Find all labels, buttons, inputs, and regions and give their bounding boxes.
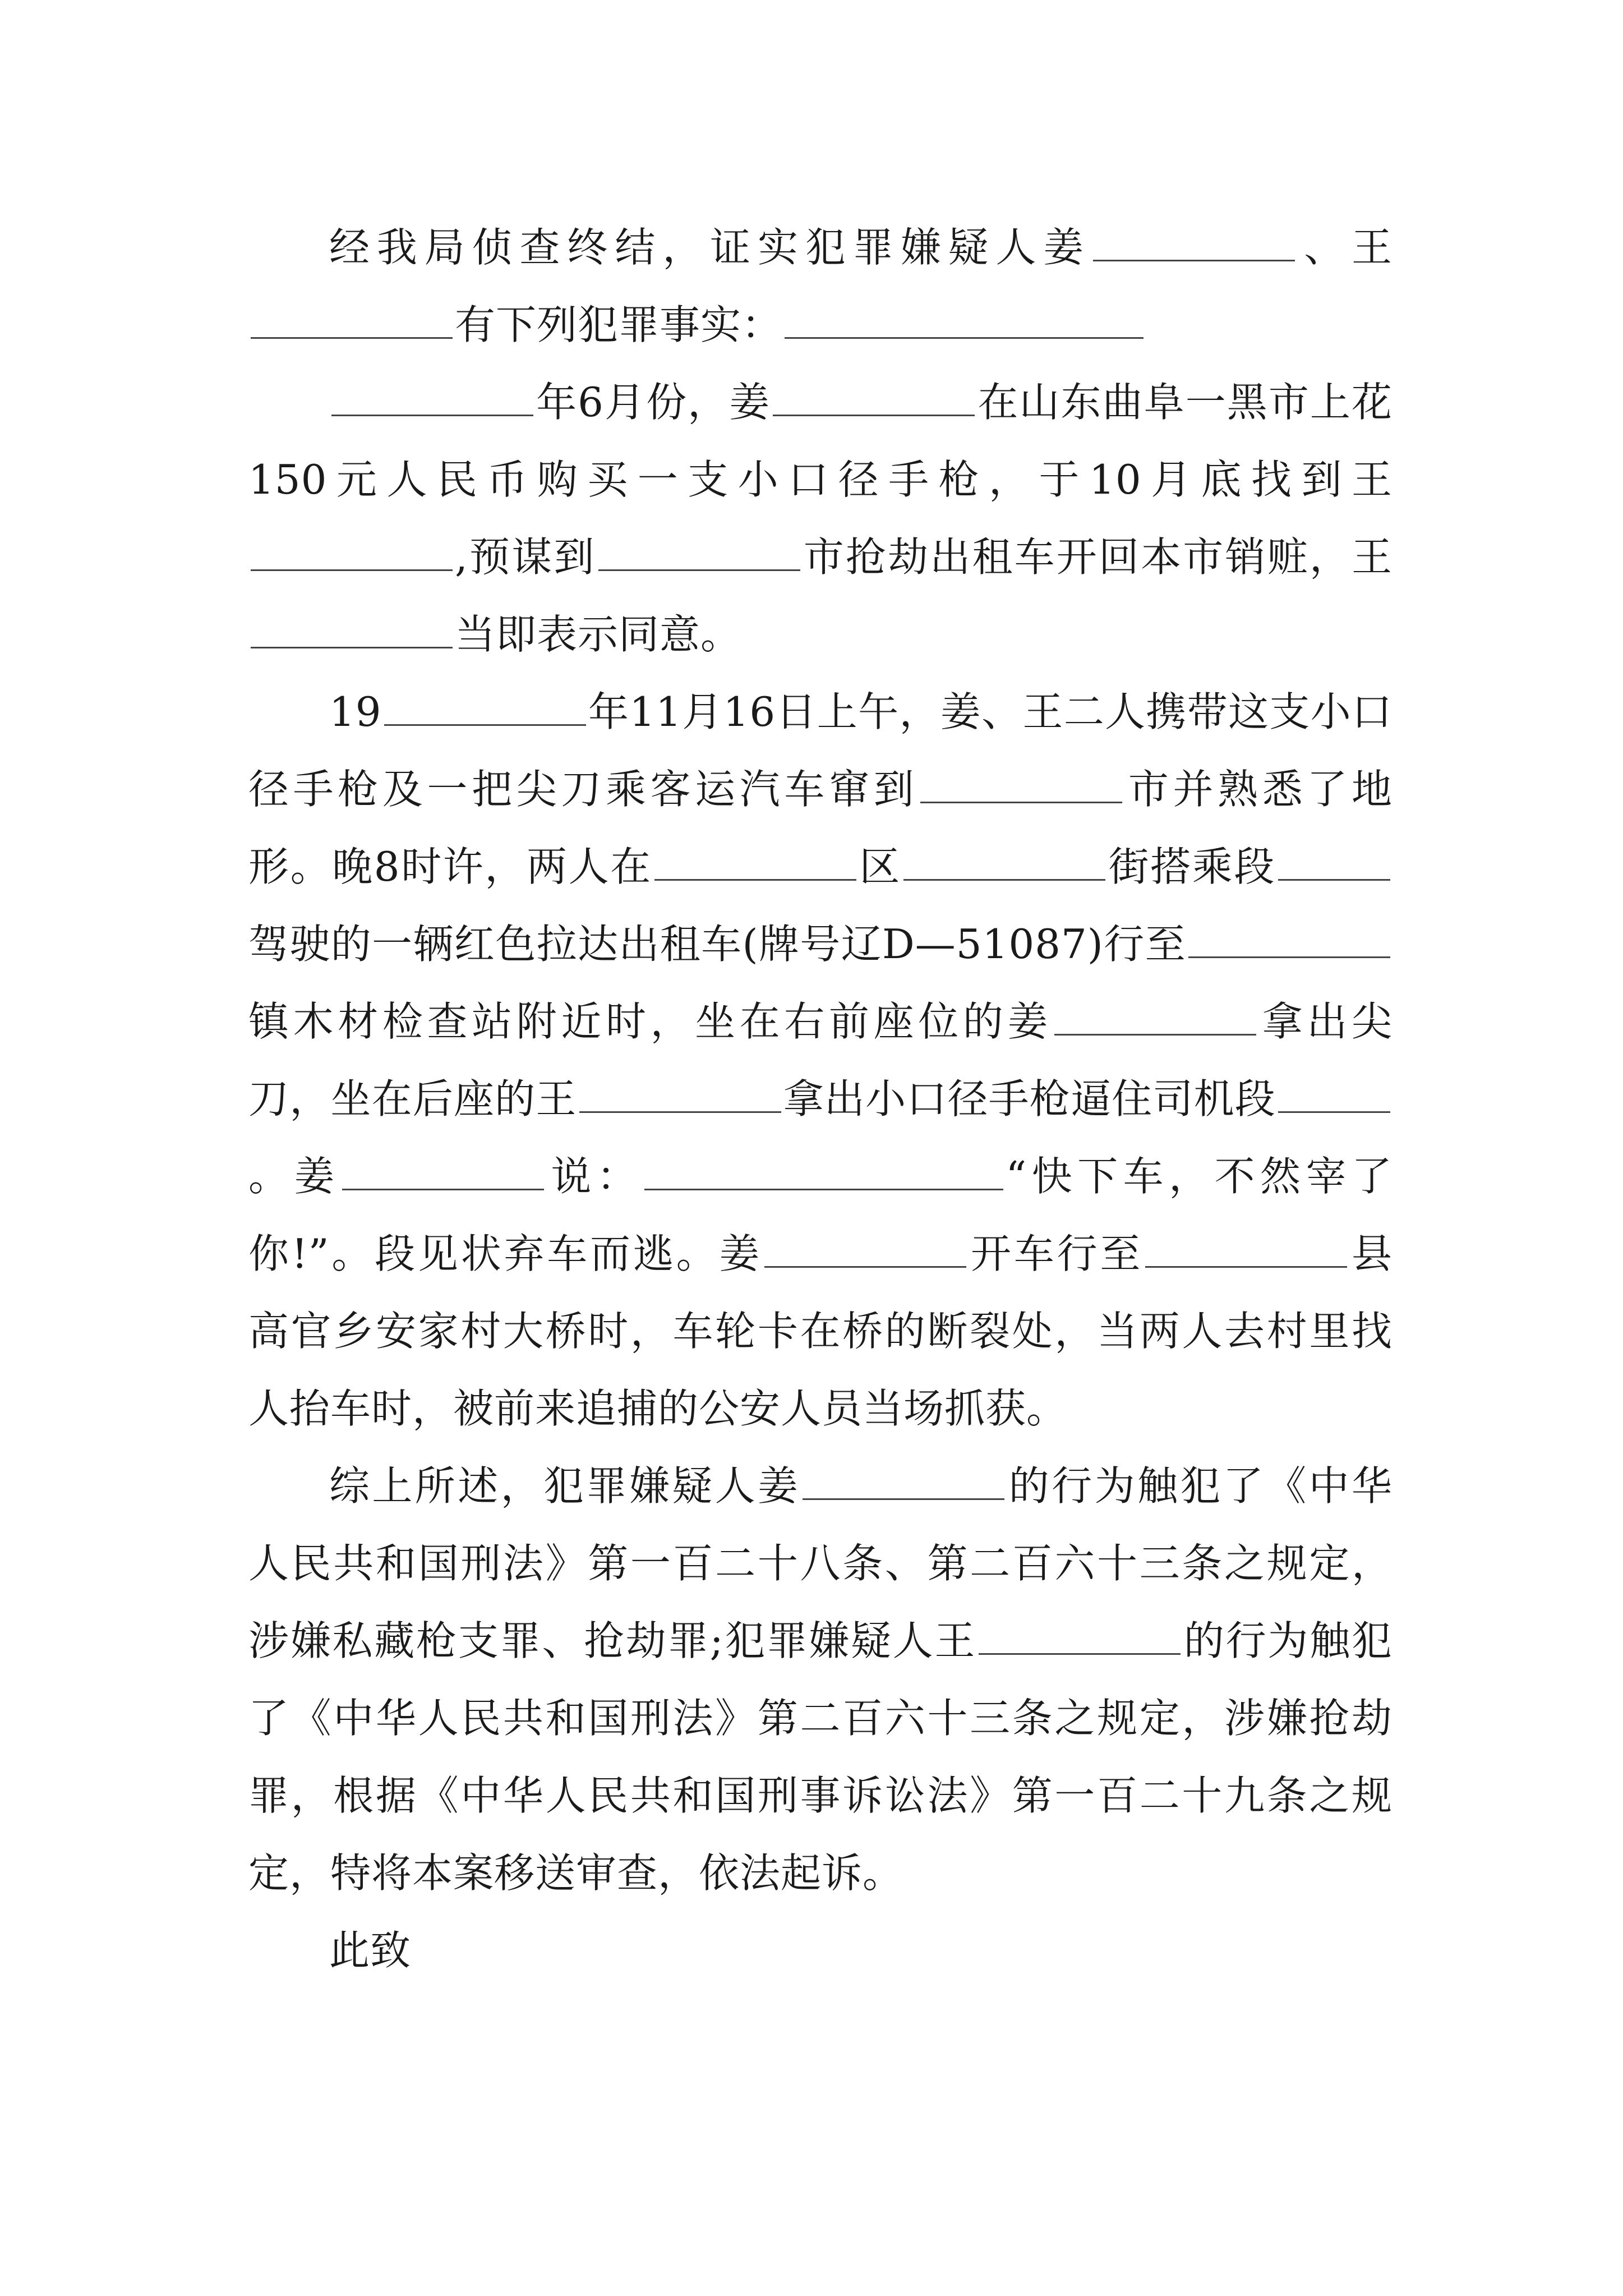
text-segment: 市并熟悉了地形。晚8时许，两人在: [248, 766, 1393, 890]
blank-line: [803, 1462, 1004, 1500]
text-segment: 19: [329, 688, 382, 735]
text-segment: 年11月16日上午，姜、王二人携带这支小口径手枪及一把尖刀乘客运汽车窜到: [248, 688, 1393, 813]
blank-line: [1145, 1230, 1347, 1268]
blank-line: [979, 1617, 1181, 1655]
document-body: [248, 209, 1393, 1989]
blank-line: [1054, 997, 1256, 1036]
text-segment: 年6月份，姜: [536, 379, 771, 426]
blank-line: [764, 1230, 966, 1268]
blank-line: [251, 610, 453, 648]
blank-line: [1188, 920, 1390, 958]
text-segment: 驾驶的一辆红色拉达出租车(牌号辽D—51087)行至: [248, 921, 1186, 968]
text-segment: 有下列犯罪事实：: [455, 301, 783, 348]
blank-line: [920, 765, 1122, 803]
text-segment: 此致: [329, 1927, 412, 1974]
text-segment: “快下车，不然宰了你!”。段见状弃车而逃。姜: [248, 1153, 1393, 1277]
text-segment: 开车行至: [969, 1230, 1144, 1277]
text-segment: 在山东曲阜一黑市上花150元人民币购买一支小口径手枪，于10月底找到王: [248, 379, 1393, 503]
blank-line: [598, 533, 800, 571]
blank-line: [1278, 843, 1390, 881]
blank-line: [251, 533, 453, 571]
paragraph-5: [248, 1912, 1393, 1989]
text-segment: 市抢劫出租车开回本市销赃，王: [802, 533, 1393, 581]
blank-line: [654, 843, 856, 881]
text-segment: 县高官乡安家村大桥时，车轮卡在桥的断裂处，当两人去村里找人抬车时，被前来追捕的公安人员当场抓获。: [248, 1230, 1393, 1432]
text-segment: 区: [858, 843, 901, 890]
blank-line: [903, 843, 1105, 881]
text-segment: 综上所述，犯罪嫌疑人姜: [329, 1462, 801, 1510]
blank-line: [342, 1152, 544, 1190]
blank-line: [1093, 223, 1295, 261]
blank-line: [331, 378, 533, 416]
blank-line: [773, 378, 975, 416]
blank-line: [251, 301, 453, 339]
text-segment: 拿出尖刀，坐在后座的王: [248, 998, 1393, 1122]
text-segment: 当即表示同意。: [455, 611, 742, 658]
paragraph-2: [248, 364, 1393, 673]
text-segment: 说：: [546, 1153, 643, 1200]
text-segment: 拿出小口径手枪逼住司机段: [783, 1075, 1276, 1122]
text-segment: 。姜: [248, 1153, 340, 1200]
blank-line: [644, 1152, 1003, 1190]
paragraph-1: [248, 209, 1393, 364]
text-segment: 镇木材检查站附近时，坐在右前座位的姜: [248, 998, 1053, 1045]
paragraph-3: [248, 673, 1393, 1447]
blank-line: [785, 301, 1144, 339]
text-segment: 的行为触犯了《中华人民共和国刑法》第一百二十八条、第二百六十三条之规定，涉嫌私藏枪支罪、抢劫罪;犯罪嫌疑人王: [248, 1462, 1393, 1664]
text-segment: 街搭乘段: [1108, 843, 1276, 890]
blank-line: [384, 688, 586, 726]
blank-line: [579, 1075, 781, 1113]
text-segment: 、王: [1297, 224, 1393, 271]
text-segment: ,预谋到: [455, 533, 596, 581]
paragraph-4: [248, 1447, 1393, 1912]
blank-line: [1278, 1075, 1390, 1113]
text-segment: 的行为触犯了《中华人民共和国刑法》第二百六十三条之规定，涉嫌抢劫罪，根据《中华人民共和国刑事诉讼法》第一百二十九条之规定，特将本案移送审查，依法起诉。: [248, 1617, 1393, 1897]
text-segment: 经我局侦查终结，证实犯罪嫌疑人姜: [329, 224, 1091, 271]
